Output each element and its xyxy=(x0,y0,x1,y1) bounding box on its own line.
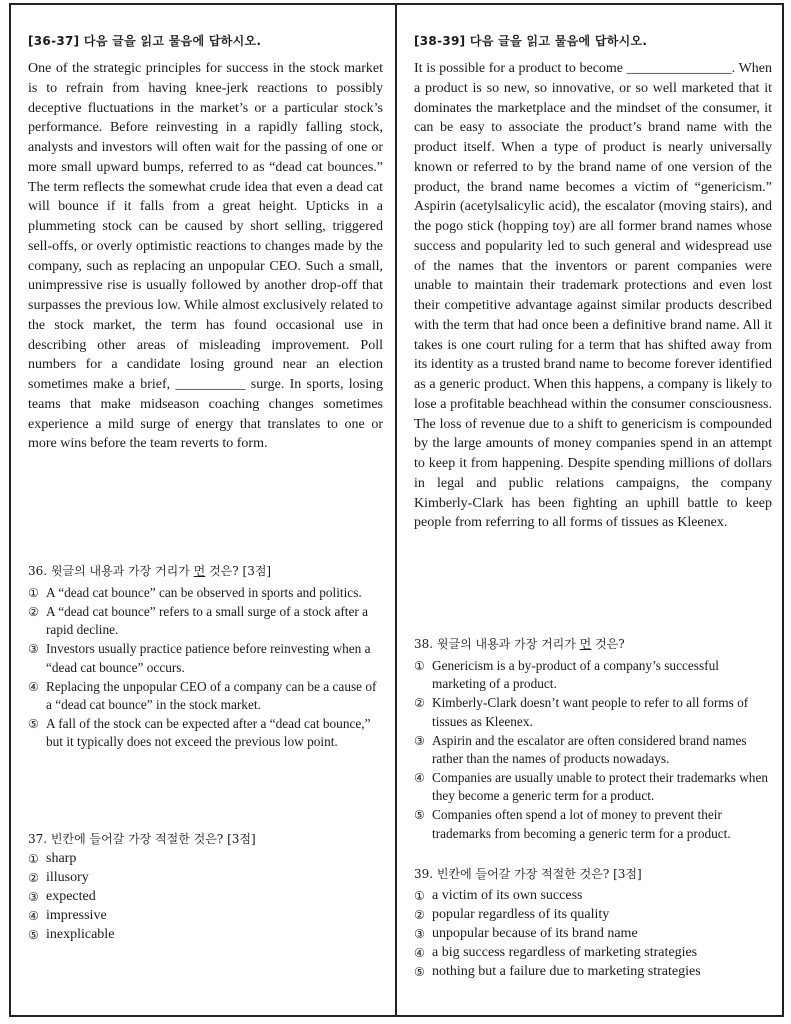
option-39-3[interactable] xyxy=(414,925,772,943)
option-text: expected xyxy=(46,888,96,904)
exam-page-frame xyxy=(9,3,784,1017)
option-39-2[interactable] xyxy=(414,906,772,924)
section-header-38-39: [38-39] 다음 글을 읽고 물음에 답하시오. xyxy=(414,34,648,48)
option-37-1[interactable] xyxy=(28,850,383,868)
option-number: ⑤ xyxy=(414,808,425,823)
option-37-5[interactable] xyxy=(28,926,383,944)
option-number: ① xyxy=(414,659,425,673)
option-number: ④ xyxy=(414,945,425,960)
question-36-underlined: 먼 xyxy=(193,564,206,578)
option-number: ③ xyxy=(414,733,425,748)
option-number: ④ xyxy=(414,770,425,785)
question-38-text-pre: 38. 윗글의 내용과 가장 거리가 xyxy=(414,637,580,651)
section-header-36-37: [36-37] 다음 글을 읽고 물음에 답하시오. xyxy=(28,34,262,48)
option-number: ⑤ xyxy=(28,716,39,731)
option-37-3[interactable] xyxy=(28,888,383,906)
question-39: 39. 빈칸에 들어갈 가장 적절한 것은? [3점] xyxy=(414,867,642,881)
passage-text-part2: surge. In sports, losing teams that make midseason coaching changes sometimes experience a mild surge of energy that translates to one or more wins before the team reverts to form. xyxy=(28,377,383,452)
passage-text-part1: One of the strategic principles for success in the stock market is to refrain from having knee-jerk reactions to possibly deceptive fluctuations in the market’s or a particular stock’s performance. Before reinvesting in a rapidly falling stock, analysts and investors will often wait for the passing of one or more small upward bumps, referred to as “dead cat bounces.” The term reflects the somewhat crude idea that even a dead cat will bounce if it falls from a great height. Upticks in a plummeting stock can be caused by short selling, triggered sell-offs, or overly optimistic reactions to changes made by the company, such as replacing an unpopular CEO. Such a small, unimpressive rise is usually followed by another drop-off that surpasses the previous low. While almost exclusively related to the stock market, the term has found occasional use in describing other areas of misleading improvement. Poll numbers for a candidate losing ground near an election sometimes make a brief, xyxy=(28,61,383,392)
option-text: nothing but a failure due to marketing strategies xyxy=(432,963,701,979)
option-text: inexplicable xyxy=(46,926,115,942)
option-37-2[interactable] xyxy=(28,869,383,887)
option-number: ③ xyxy=(414,926,425,941)
left-column xyxy=(28,5,383,1015)
question-37: 37. 빈칸에 들어갈 가장 적절한 것은? [3점] xyxy=(28,832,256,846)
option-text: Investors usually practice patience before reinvesting when a “dead cat bounce” occurs. xyxy=(46,641,371,675)
option-text: impressive xyxy=(46,907,107,923)
passage-blank: __________ xyxy=(175,377,246,392)
option-number: ③ xyxy=(28,642,39,657)
option-36-3[interactable] xyxy=(28,640,383,677)
option-38-2[interactable] xyxy=(414,694,772,731)
question-38-underlined: 먼 xyxy=(579,637,592,651)
option-text: Kimberly-Clark doesn’t want people to refer to all forms of tissues as Kleenex. xyxy=(432,695,749,729)
option-number: ① xyxy=(28,586,39,600)
option-number: ④ xyxy=(28,908,39,923)
option-number: ⑤ xyxy=(28,927,39,942)
option-text: sharp xyxy=(46,851,77,866)
column-divider xyxy=(395,5,397,1015)
option-36-1[interactable] xyxy=(28,584,383,602)
option-text: illusory xyxy=(46,869,89,885)
passage-genericism xyxy=(414,59,772,533)
option-38-1[interactable] xyxy=(414,657,772,694)
question-38-options xyxy=(414,657,772,844)
option-36-2[interactable] xyxy=(28,603,383,640)
right-column xyxy=(414,5,772,1015)
option-text: A “dead cat bounce” refers to a small surge of a stock after a rapid decline. xyxy=(46,603,369,638)
option-text: a victim of its own success xyxy=(432,888,583,903)
option-36-4[interactable] xyxy=(28,678,383,715)
option-text: Aspirin and the escalator are often considered brand names rather than the names of products nowadays. xyxy=(432,732,747,767)
question-36-text-pre: 36. 윗글의 내용과 가장 거리가 xyxy=(28,564,194,578)
option-number: ② xyxy=(414,696,425,711)
option-number: ⑤ xyxy=(414,964,425,979)
passage-text-part1: It is possible for a product to become xyxy=(414,61,627,76)
question-38 xyxy=(414,635,625,652)
option-number: ① xyxy=(28,852,39,866)
option-text: Companies are usually unable to protect their trademarks when they become a generic term for a product. xyxy=(432,769,769,804)
option-37-4[interactable] xyxy=(28,907,383,925)
option-38-3[interactable] xyxy=(414,732,772,769)
option-text: A “dead cat bounce” can be observed in sports and politics. xyxy=(46,585,362,600)
option-number: ② xyxy=(414,907,425,922)
option-39-5[interactable] xyxy=(414,963,772,981)
question-36 xyxy=(28,562,271,579)
passage-text-part2: . When a product is so new, so innovative, or so well marketed that it dominates the marketplace and the mindset of the consumer, it can be easy to associate the product’s brand name with the product itself. When a type of product is nearly universally known or referred to by the brand name of one version of the product, the brand name becomes a victim of “genericism.” Aspirin (acetylsalicylic acid), the escalator (moving stairs), and the pogo stick (hopping toy) are all former brand names whose success and popularity led to such general and widespread use of the names that the inventors or parent companies were unable to maintain their trademark protections and even lost their competitive advantage against similar products described with the term that had once been a definitive brand name. All it takes is one court ruling for a term that has shifted away from its identity as a trusted brand name to become forever identified as a generic product. When this happens, a company is likely to lose a profitable beachhead within the consumer consciousness. The loss of revenue due to a shift to genericism is compounded by the large amounts of money companies spend in an attempt to keep it from happening. Despite spending millions of dollars in legal and public relations campaigns, the company Kimberly-Clark has been fighting an uphill battle to keep people from referring to all forms of tissues as Kleenex. xyxy=(414,61,772,531)
option-number: ③ xyxy=(28,889,39,904)
option-text: popular regardless of its quality xyxy=(432,906,610,922)
option-number: ② xyxy=(28,870,39,885)
question-38-text-post: 것은? xyxy=(591,637,625,651)
question-36-options xyxy=(28,584,383,752)
option-39-4[interactable] xyxy=(414,944,772,962)
option-text: Companies often spend a lot of money to prevent their trademarks from becoming a generic term for a product. xyxy=(432,807,731,841)
question-36-text-post: 것은? [3점] xyxy=(205,564,272,578)
option-number: ② xyxy=(28,604,39,619)
option-36-5[interactable] xyxy=(28,715,383,752)
passage-dead-cat-bounce xyxy=(28,59,383,454)
option-38-4[interactable] xyxy=(414,769,772,806)
option-text: Replacing the unpopular CEO of a company can be a cause of a “dead cat bounce” in the stock market. xyxy=(46,678,377,712)
option-text: a big success regardless of marketing strategies xyxy=(432,944,698,960)
option-38-5[interactable] xyxy=(414,806,772,843)
option-text: Genericism is a by-product of a company’s successful marketing of a product. xyxy=(432,658,719,692)
passage-blank: _______________ xyxy=(626,61,732,76)
option-39-1[interactable] xyxy=(414,887,772,905)
option-text: A fall of the stock can be expected after a “dead cat bounce,” but it typically does not exceed the previous low point. xyxy=(46,715,371,750)
option-text: unpopular because of its brand name xyxy=(432,925,638,941)
option-number: ① xyxy=(414,889,425,903)
option-number: ④ xyxy=(28,679,39,694)
question-37-options xyxy=(28,850,383,945)
question-39-options xyxy=(414,887,772,982)
